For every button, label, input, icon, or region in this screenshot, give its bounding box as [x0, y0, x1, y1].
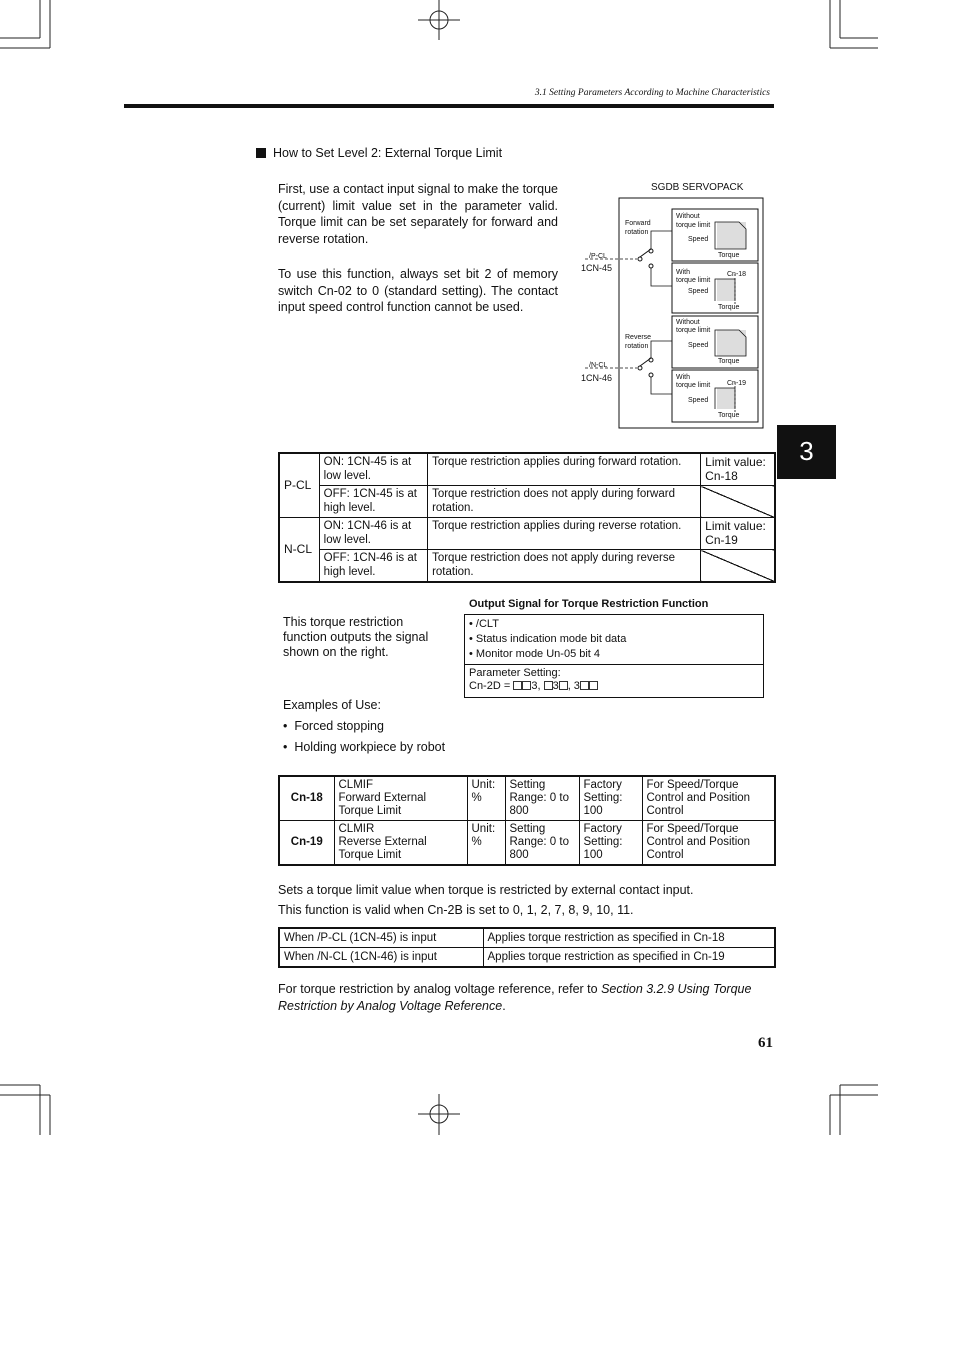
svg-text:Forward: Forward — [625, 220, 651, 227]
svg-text:1CN-45: 1CN-45 — [581, 263, 613, 273]
footer-note: For torque restriction by analog voltage reference, refer to Section 3.2.9 Using Torque Restriction by Analog Voltage Reference. — [278, 982, 752, 1013]
output-heading: Output Signal for Torque Restriction Function — [469, 598, 709, 610]
parameter-table — [278, 775, 776, 866]
body-line-2: This function is valid when Cn-2B is set to 0, 1, 2, 7, 8, 9, 10, 11. — [278, 903, 634, 917]
svg-text:With: With — [676, 374, 690, 381]
list-item: • Monitor mode Un-05 bit 4 — [469, 648, 601, 660]
section-title: How to Set Level 2: External Torque Limit — [273, 146, 503, 160]
list-item: • Forced stopping — [283, 719, 384, 733]
effect-cell: Applies torque restriction as specified in Cn-19 — [483, 948, 775, 968]
table-row — [279, 550, 775, 583]
signal-table — [278, 452, 776, 583]
param-name: CLMIF Forward External Torque Limit — [334, 776, 467, 821]
input-table — [278, 927, 776, 968]
empty-limit-cell — [701, 486, 775, 518]
table-row — [279, 928, 775, 948]
table-row — [279, 486, 775, 518]
svg-text:Torque: Torque — [718, 252, 740, 259]
examples-title: Examples of Use: — [283, 698, 381, 712]
empty-limit-cell — [701, 550, 775, 583]
when-cell: When /P-CL (1CN-45) is input — [279, 928, 483, 948]
svg-text:Without: Without — [676, 213, 700, 220]
desc-cell: Torque restriction does not apply during forward rotation. — [428, 486, 701, 518]
state-cell: ON: 1CN-45 is at low level. — [319, 453, 427, 486]
svg-text:Speed: Speed — [688, 236, 709, 243]
page-number: 61 — [758, 1035, 773, 1051]
svg-text:torque limit: torque limit — [676, 327, 711, 334]
limit-cell: Limit value: Cn-18 — [701, 453, 775, 486]
output-intro: This torque restriction function outputs the signal shown on the right. — [283, 615, 429, 659]
svg-text:/N-CL: /N-CL — [589, 362, 608, 369]
graph-reverse-with — [672, 370, 758, 422]
svg-text:Torque: Torque — [718, 412, 740, 419]
graph-forward-without — [672, 209, 758, 261]
list-item: • Status indication mode bit data — [469, 633, 627, 645]
param-name: CLMIR Reverse External Torque Limit — [334, 821, 467, 866]
servopack-diagram — [575, 176, 775, 432]
param-range: Setting Range: 0 to 800 — [505, 776, 579, 821]
ncl-label: N-CL — [279, 518, 319, 583]
svg-text:Speed: Speed — [688, 342, 709, 349]
list-item: • /CLT — [469, 618, 499, 630]
section-reference: Section 3.2.9 Using Torque Restriction by Analog Voltage Reference — [278, 982, 752, 1013]
svg-text:Without: Without — [676, 319, 700, 326]
param-range: Setting Range: 0 to 800 — [505, 821, 579, 866]
limit-cell: Limit value: Cn-19 — [701, 518, 775, 550]
table-row — [279, 821, 775, 866]
svg-text:Torque: Torque — [718, 358, 740, 365]
svg-text:/P-CL: /P-CL — [589, 253, 607, 260]
svg-text:torque limit: torque limit — [676, 382, 711, 389]
body-line-1: Sets a torque limit value when torque is restricted by external contact input. — [278, 883, 694, 897]
table-row — [279, 776, 775, 821]
desc-cell: Torque restriction applies during reverse rotation. — [428, 518, 701, 550]
svg-text:rotation: rotation — [625, 229, 649, 236]
svg-text:Reverse: Reverse — [625, 334, 652, 341]
graph-reverse-without — [672, 316, 758, 368]
running-title: 3.1 Setting Parameters According to Machine Characteristics — [534, 88, 770, 98]
svg-text:With: With — [676, 269, 690, 276]
para-memory-switch: To use this function, always set bit 2 of memory switch Cn-02 to 0 (standard setting). The contact input speed control function cannot be used. — [278, 267, 558, 314]
effect-cell: Applies torque restriction as specified in Cn-18 — [483, 928, 775, 948]
param-unit: Unit: % — [467, 821, 505, 866]
param-control: For Speed/Torque Control and Position Control — [642, 776, 775, 821]
when-cell: When /N-CL (1CN-46) is input — [279, 948, 483, 968]
table-row — [279, 518, 775, 550]
param-code: Cn-19 — [279, 821, 334, 866]
param-factory: Factory Setting: 100 — [579, 776, 642, 821]
param-control: For Speed/Torque Control and Position Control — [642, 821, 775, 866]
para-intro: First, use a contact input signal to make the torque (current) limit value set in the parameter valid. Torque limit can be set separately for forward and reverse rotation. — [278, 182, 559, 246]
param-setting-label: Parameter Setting: — [469, 667, 561, 679]
state-cell: OFF: 1CN-46 is at high level. — [319, 550, 427, 583]
svg-text:Cn-18: Cn-18 — [727, 271, 747, 278]
chapter-tab: 3 — [777, 425, 836, 479]
graph-forward-with — [672, 263, 758, 313]
header-rule — [124, 104, 774, 108]
svg-text:Cn-19: Cn-19 — [727, 380, 747, 387]
param-unit: Unit: % — [467, 776, 505, 821]
param-setting-value: Cn-2D = 3, 3 , 3 — [469, 680, 759, 693]
svg-text:torque limit: torque limit — [676, 277, 711, 284]
table-row — [279, 453, 775, 486]
svg-text:Speed: Speed — [688, 288, 709, 295]
svg-text:Speed: Speed — [688, 397, 709, 404]
output-signal-box — [464, 614, 764, 698]
desc-cell: Torque restriction applies during forward rotation. — [428, 453, 701, 486]
state-cell: OFF: 1CN-45 is at high level. — [319, 486, 427, 518]
state-cell: ON: 1CN-46 is at low level. — [319, 518, 427, 550]
desc-cell: Torque restriction does not apply during reverse rotation. — [428, 550, 701, 583]
param-code: Cn-18 — [279, 776, 334, 821]
svg-text:1CN-46: 1CN-46 — [581, 373, 613, 383]
diagram-title: SGDB SERVOPACK — [651, 182, 744, 193]
svg-text:torque limit: torque limit — [676, 222, 711, 229]
svg-text:Torque: Torque — [718, 304, 740, 311]
param-factory: Factory Setting: 100 — [579, 821, 642, 866]
section-bullet — [256, 148, 266, 158]
svg-text:rotation: rotation — [625, 343, 649, 350]
table-row — [279, 948, 775, 968]
list-item: • Holding workpiece by robot — [283, 740, 446, 754]
pcl-label: P-CL — [279, 453, 319, 518]
